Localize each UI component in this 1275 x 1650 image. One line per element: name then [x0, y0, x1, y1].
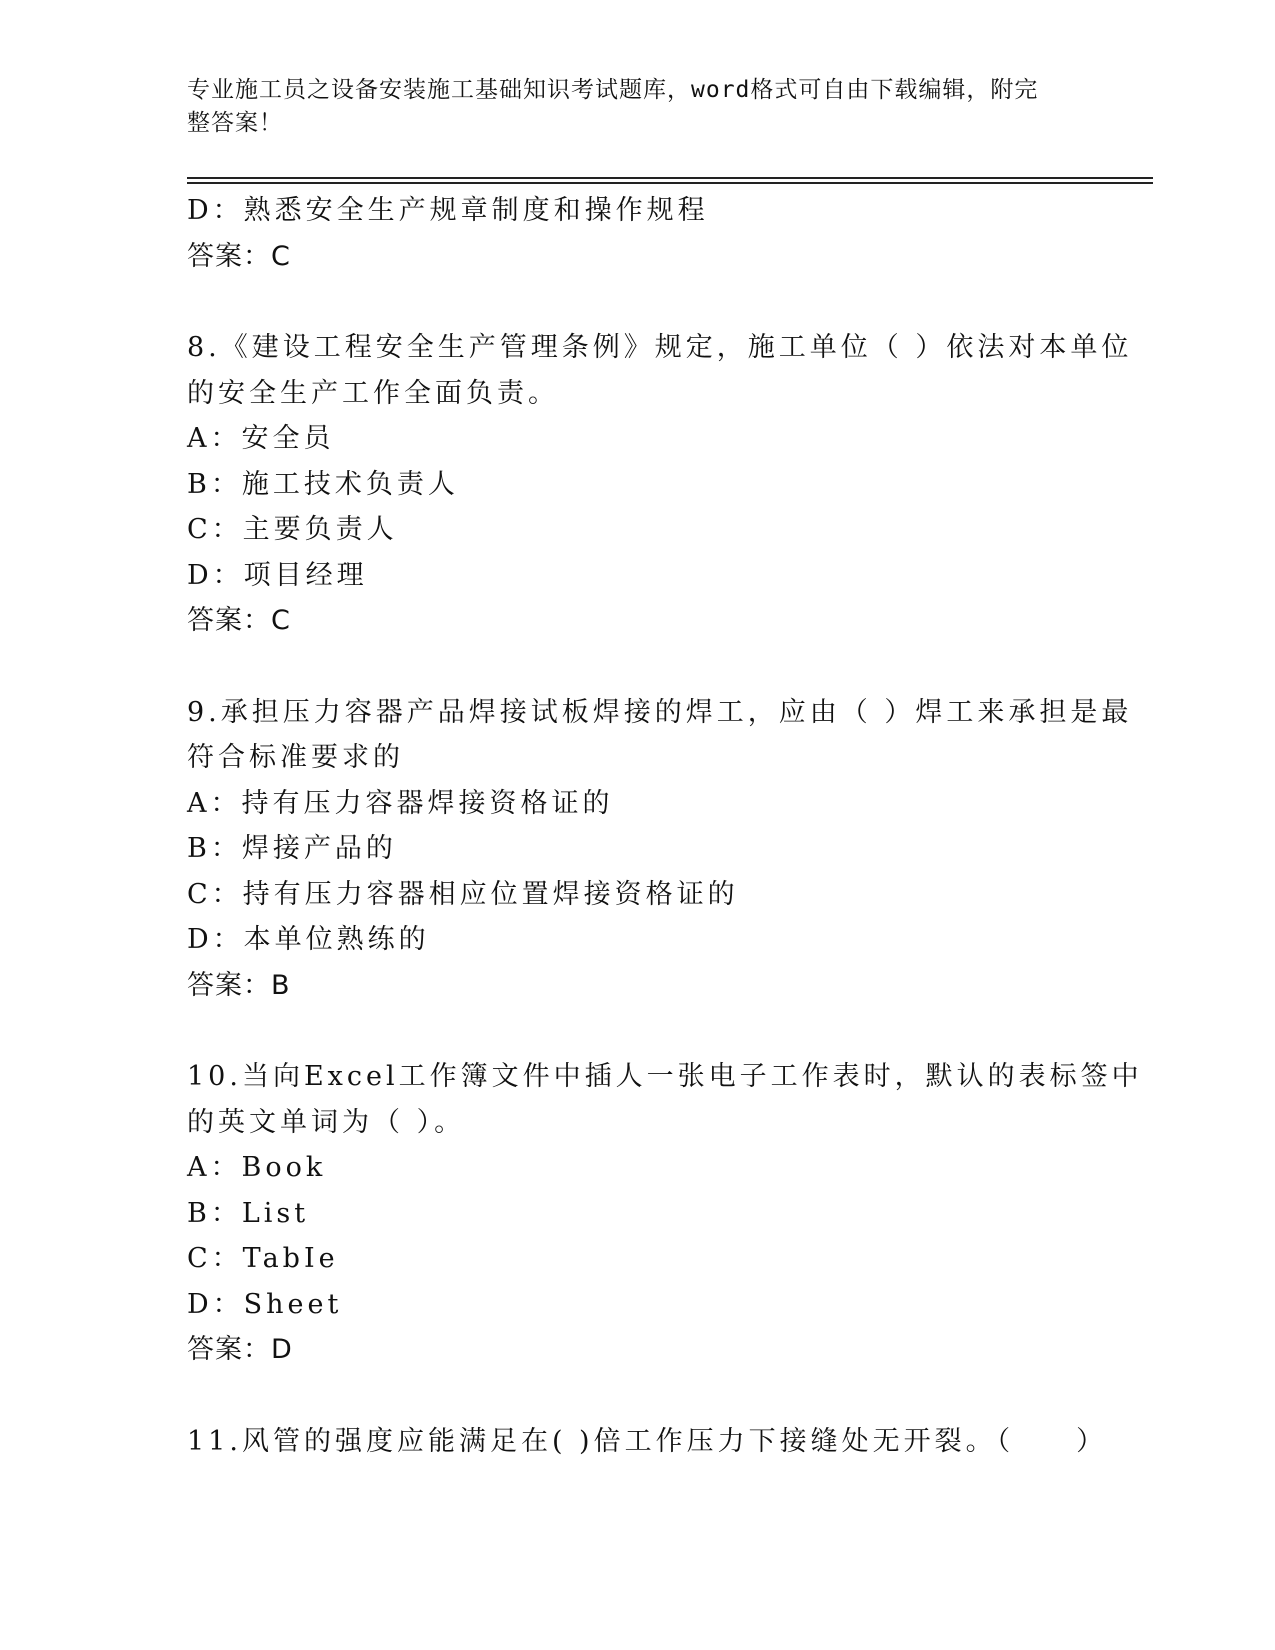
question-stem-continued: 的安全生产工作全面负责。 [187, 377, 559, 409]
option-d: D：本单位熟练的 [187, 924, 430, 955]
question-block-11 [187, 1419, 1108, 1465]
option-c: C：TabIe [187, 1243, 339, 1274]
question-list [187, 188, 1143, 1464]
answer-line: 答案：D [187, 1334, 293, 1365]
question-gap [187, 1373, 1087, 1419]
document-header [187, 74, 1067, 140]
option-d: D：熟悉安全生产规章制度和操作规程 [187, 195, 709, 226]
question-gap [187, 279, 1087, 325]
question-stem: 10.当向Excel工作簿文件中插人一张电子工作表时，默认的表标签中 [187, 1061, 1143, 1092]
answer-line: 答案：B [187, 969, 291, 1001]
answer-line: 答案：C [187, 605, 291, 636]
option-a: A：Book [187, 1152, 327, 1183]
option-b: B：施工技术负责人 [187, 468, 459, 500]
option-d: D：Sheet [187, 1288, 343, 1320]
option-c: C：主要负责人 [187, 514, 398, 545]
question-block-9 [187, 690, 1133, 1009]
question-stem: 8.《建设工程安全生产管理条例》规定，施工单位（ ）依法对本单位 [187, 332, 1133, 363]
header-line-2: 整答案！ [187, 110, 283, 136]
question-stem-continued: 符合标准要求的 [187, 742, 404, 773]
header-line-1: 专业施工员之设备安装施工基础知识考试题库，word格式可自由下载编辑，附完 [187, 77, 1039, 103]
option-b: B：焊接产品的 [187, 833, 397, 864]
question-block-10 [187, 1054, 1143, 1373]
question-gap [187, 1008, 1087, 1054]
question-stem-continued: 的英文单词为（ ）。 [187, 1106, 466, 1138]
header-divider-top [187, 177, 1153, 179]
question-stem: 9.承担压力容器产品焊接试板焊接的焊工，应由（ ）焊工来承担是最 [187, 696, 1133, 728]
header-divider-bottom [187, 182, 1153, 184]
option-b: B：List [187, 1197, 310, 1229]
option-d: D：项目经理 [187, 559, 368, 591]
option-a: A：安全员 [187, 423, 335, 454]
option-a: A：持有压力容器焊接资格证的 [187, 787, 614, 819]
question-block-8 [187, 325, 1133, 644]
question-block-7 [187, 188, 1087, 279]
question-gap [187, 644, 1087, 690]
option-c: C：持有压力容器相应位置焊接资格证的 [187, 878, 739, 910]
question-stem: 11.风管的强度应能满足在( )倍工作压力下接缝处无开裂。（ ） [187, 1425, 1108, 1457]
answer-line: 答案：C [187, 240, 291, 272]
